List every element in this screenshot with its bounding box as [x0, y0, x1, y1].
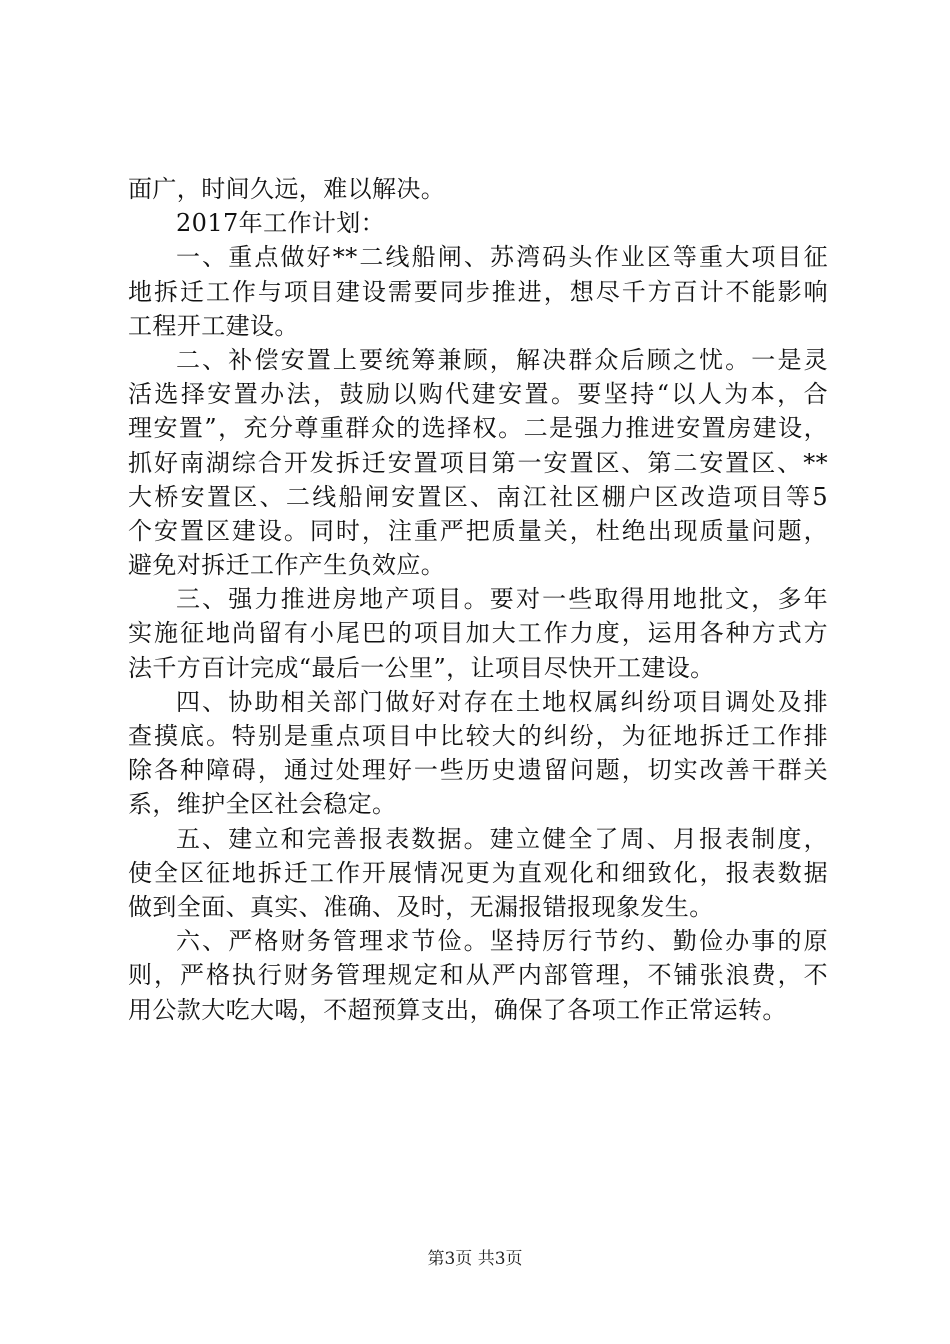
text-line: 地拆迁工作与项目建设需要同步推进，想尽千方百计不能影响 — [128, 277, 828, 306]
text-line: 查摸底。特别是重点项目中比较大的纠纷，为征地拆迁工作排 — [128, 722, 828, 750]
text-line: 则，严格执行财务管理规定和从严内部管理，不铺张浪费，不 — [128, 961, 828, 990]
text-line: 除各种障碍，通过处理好一些历史遗留问题，切实改善干群关 — [128, 756, 828, 785]
text-line: 系，维护全区社会稳定。 — [128, 790, 397, 819]
text-line: 一、重点做好**二线船闸、苏湾码头作业区等重大项目征 — [176, 243, 828, 272]
text-line: 六、严格财务管理求节俭。坚持厉行节约、勤俭办事的原 — [176, 927, 828, 956]
text-line: 二、补偿安置上要统筹兼顾，解决群众后顾之忧。一是灵 — [176, 345, 828, 374]
text-line: 使全区征地拆迁工作开展情况更为直观化和细致化，报表数据 — [128, 858, 828, 887]
text-line: 实施征地尚留有小尾巴的项目加大工作力度，运用各种方式方 — [128, 619, 828, 648]
page-number-footer: 第3页 共3页 — [427, 1249, 523, 1269]
text-line: 三、强力推进房地产项目。要对一些取得用地批文，多年 — [176, 585, 828, 614]
text-line: 法千方百计完成“最后一公里”，让项目尽快开工建设。 — [128, 653, 715, 682]
text-line: 面广，时间久远，难以解决。 — [128, 175, 446, 203]
text-line: 理安置”，充分尊重群众的选择权。二是强力推进安置房建设， — [128, 414, 828, 443]
text-line: 避免对拆迁工作产生负效应。 — [128, 551, 446, 580]
body-text — [128, 172, 828, 1027]
text-line: 活选择安置办法，鼓励以购代建安置。要坚持“以人为本，合 — [128, 380, 828, 409]
text-line: 大桥安置区、二线船闸安置区、南江社区棚户区改造项目等5 — [128, 482, 828, 511]
text-line: 个安置区建设。同时，注重严把质量关，杜绝出现质量问题， — [128, 516, 828, 545]
text-line: 抓好南湖综合开发拆迁安置项目第一安置区、第二安置区、** — [128, 448, 828, 477]
text-line: 五、建立和完善报表数据。建立健全了周、月报表制度， — [176, 824, 828, 853]
text-line: 做到全面、真实、准确、及时，无漏报错报现象发生。 — [128, 892, 714, 921]
text-line: 用公款大吃大喝，不超预算支出，确保了各项工作正常运转。 — [128, 995, 787, 1024]
text-line: 2017年工作计划： — [176, 209, 386, 238]
text-line: 四、协助相关部门做好对存在土地权属纠纷项目调处及排 — [176, 687, 828, 716]
text-line: 工程开工建设。 — [128, 311, 299, 340]
